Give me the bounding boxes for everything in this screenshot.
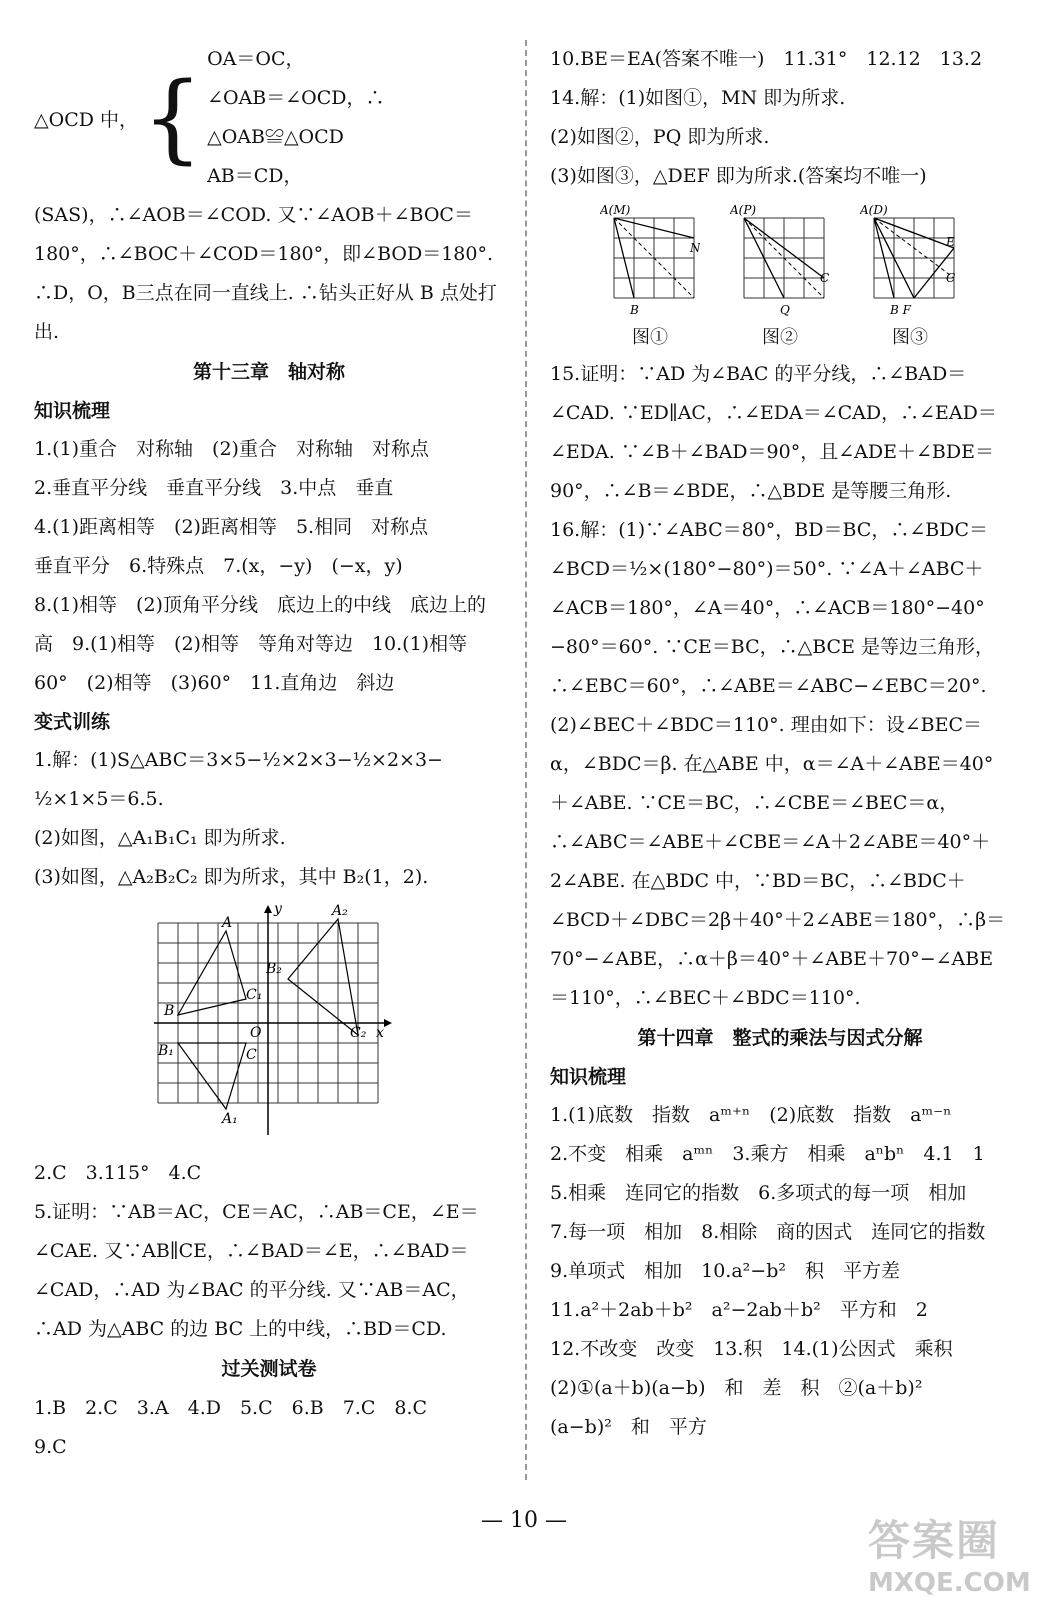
fig2-side-label: C: [820, 271, 830, 285]
answer-line: 8.(1)相等 (2)顶角平分线 底边上的中线 底边上的高 9.(1)相等 (2)相等 等角对等边 10.(1)相等 60° (2)相等 (3)60° 11.直角边 斜边: [34, 594, 487, 694]
answer-line: (3)如图，△A₂B₂C₂ 即为所求，其中 B₂(1，2).: [34, 866, 429, 888]
section-knowledge: 知识梳理: [34, 400, 111, 422]
section-variant: 变式训练: [34, 711, 111, 733]
triangle-abc: [178, 931, 246, 1015]
label-b: B: [164, 1003, 175, 1019]
brace-lines: [207, 40, 504, 196]
section-test: 过关测试卷: [221, 1358, 317, 1380]
label-b2: B₂: [266, 961, 282, 977]
left-column: [34, 40, 504, 1467]
answer-line: 2.C 3.115° 4.C: [34, 1162, 202, 1184]
y-axis-arrow: [264, 905, 272, 913]
label-y: y: [274, 903, 282, 917]
figure-row: [600, 200, 1010, 349]
answer-line: 14.解：(1)如图①，MN 即为所求.: [550, 87, 846, 109]
answer-line: 12.不改变 改变 13.积 14.(1)公因式 乘积: [550, 1338, 953, 1360]
figure-2: [730, 200, 830, 349]
watermark-logo: [868, 1508, 1031, 1598]
section-knowledge: 知识梳理: [550, 1066, 627, 1088]
watermark-top: 答案圈: [868, 1516, 1001, 1565]
fig3-side-label: E: [946, 235, 955, 249]
brace-symbol: {: [142, 62, 204, 174]
watermark-bottom: MXQE.COM: [868, 1568, 1031, 1598]
solution-paragraph: (2)∠BEC＋∠BDC＝110°. 理由如下：设∠BEC＝α，∠BDC＝β. 在△ABE 中，α＝∠A＋∠ABE＝40°＋∠ABE. ∵CE＝BC，∴∠CBE＝∠BEC＝α，∴∠ABC＝∠ABE＋∠CBE＝∠A＋2∠ABE＝40°＋2∠ABE. 在△BDC 中，∵BD＝BC，∴∠BDC＋∠BCD＋∠DBC＝2β＋40°＋2∠ABE＝180°，∴β＝70°−∠ABE，∴α＋β＝40°＋∠ABE＋70°−∠ABE＝110°，∴∠BEC＋∠BDC＝110°.: [550, 714, 1006, 1009]
answer-line: 11.a²＋2ab＋b² a²−2ab＋b² 平方和 2: [550, 1299, 928, 1321]
chapter-13-title: 第十三章 轴对称: [192, 361, 345, 383]
answer-line: 1.(1)底数 指数 aᵐ⁺ⁿ (2)底数 指数 aᵐ⁻ⁿ: [550, 1104, 952, 1126]
figure-1-grid: [600, 200, 700, 318]
chapter-14-title: 第十四章 整式的乘法与因式分解: [637, 1027, 923, 1049]
brace-line: ∠OAB＝∠OCD，∴ △OAB≌△OCD: [207, 87, 385, 148]
answer-line: 2.不变 相乘 aᵐⁿ 3.乘方 相乘 aⁿbⁿ 4.1 1: [550, 1143, 985, 1165]
fig1-bottom-label: B: [630, 303, 639, 317]
label-a2: A₂: [332, 903, 348, 919]
proof-paragraph: 5.证明：∵AB＝AC，CE＝AC，∴AB＝CE，∠E＝∠CAE. 又∵AB∥CE，∴∠BAD＝∠E，∴∠BAD＝∠CAD，∴AD 为∠BAC 的平分线. 又∵AB＝AC，∴AD 为△ABC 的边 BC 上的中线，∴BD＝CD.: [34, 1201, 479, 1340]
solution-paragraph: 16.解：(1)∵∠ABC＝80°，BD＝BC，∴∠BDC＝∠BCD＝½×(180°−80°)＝50°. ∵∠A＋∠ABC＋∠ACB＝180°，∠A＝40°，∴∠ACB＝180°−40°−80°＝60°. ∵CE＝BC，∴△BCE 是等边三角形，∴∠EBC＝60°，∴∠ABE＝∠ABC−∠EBC＝20°.: [550, 519, 994, 697]
x-axis-arrow: [384, 1019, 392, 1027]
brace-line: AB＝CD，: [207, 165, 303, 187]
fig3-top-label: A(D): [860, 203, 888, 217]
label-a1: A₁: [222, 1111, 238, 1127]
fig3-bottom-label: B F: [890, 303, 911, 317]
fig1-top-label: A(M): [600, 203, 631, 217]
coordinate-grid-svg: [154, 903, 394, 1143]
answer-line: 4.(1)距离相等 (2)距离相等 5.相同 对称点: [34, 516, 429, 538]
proof-paragraph: 15.证明：∵AD 为∠BAC 的平分线，∴∠BAD＝∠CAD. ∵ED∥AC，∴∠EDA＝∠CAD，∴∠EAD＝∠EDA. ∵∠B＋∠BAD＝90°，且∠ADE＋∠BDE＝90°，∴∠B＝∠BDE，∴△BDE 是等腰三角形.: [550, 363, 997, 502]
answer-line: 垂直平分 6.特殊点 7.(x，−y) (−x，y): [34, 555, 403, 577]
fig1-side-label: N: [690, 241, 700, 255]
column-divider: [525, 40, 527, 1480]
triangle-a1b1c1: [178, 1043, 246, 1109]
fig3-side2-label: C: [946, 271, 956, 285]
answer-line: 7.每一项 相加 8.相除 商的因式 连同它的指数 9.单项式 相加 10.a²−b² 积 平方差: [550, 1221, 1005, 1282]
answer-line: (2)①(a＋b)(a−b) 和 差 积 ②(a＋b)²: [550, 1377, 923, 1399]
answer-line: 5.相乘 连同它的指数 6.多项式的每一项 相加: [550, 1182, 967, 1204]
figure-3: [860, 200, 960, 349]
figure-3-grid: [860, 200, 960, 318]
coordinate-grid-figure: [154, 903, 504, 1148]
label-c2: C₂: [350, 1025, 367, 1041]
brace-line: OA＝OC，: [207, 48, 305, 70]
label-a: A: [222, 915, 233, 931]
label-x: x: [376, 1025, 384, 1041]
page-number: — 10 —: [481, 1508, 567, 1533]
fig1-caption: 图①: [632, 327, 668, 348]
answer-line: 1.B 2.C 3.A 4.D 5.C 6.B 7.C 8.C: [34, 1397, 428, 1419]
fig3-caption: 图③: [892, 327, 928, 348]
answer-line: 1.(1)重合 对称轴 (2)重合 对称轴 对称点: [34, 438, 429, 460]
figure-2-grid: [730, 200, 830, 318]
right-column: [550, 40, 1010, 1447]
answer-line: (2)如图，△A₁B₁C₁ 即为所求.: [34, 827, 286, 849]
fig2-caption: 图②: [762, 327, 798, 348]
fig2-bottom-label: Q: [780, 303, 790, 317]
label-b1: B₁: [158, 1043, 174, 1059]
congruence-brace: [34, 40, 504, 196]
label-o: O: [250, 1025, 262, 1041]
answer-line: (3)如图③，△DEF 即为所求.(答案均不唯一): [550, 165, 927, 187]
figure-1: [600, 200, 700, 349]
answer-line: 1.解：(1)S△ABC＝3×5−½×2×3−½×2×3−: [34, 749, 443, 771]
brace-prefix: △OCD 中，: [34, 108, 138, 131]
answer-line: (2)如图②，PQ 即为所求.: [550, 126, 770, 148]
answer-line: ½×1×5＝6.5.: [34, 788, 164, 810]
label-c1: C₁: [246, 987, 263, 1003]
proof-paragraph: (SAS)，∴∠AOB＝∠COD. 又∵∠AOB＋∠BOC＝180°，∴∠BOC＋∠COD＝180°，即∠BOD＝180°. ∴D，O，B三点在同一直线上. ∴钻头正好从 B 点处打出.: [34, 204, 500, 343]
answer-line: (a−b)² 和 平方: [550, 1416, 707, 1438]
answer-line: 9.C: [34, 1436, 67, 1458]
fig2-top-label: A(P): [730, 203, 757, 217]
answer-line: 10.BE＝EA(答案不唯一) 11.31° 12.12 13.2: [550, 48, 983, 70]
label-c: C: [246, 1047, 257, 1063]
answer-line: 2.垂直平分线 垂直平分线 3.中点 垂直: [34, 477, 394, 499]
